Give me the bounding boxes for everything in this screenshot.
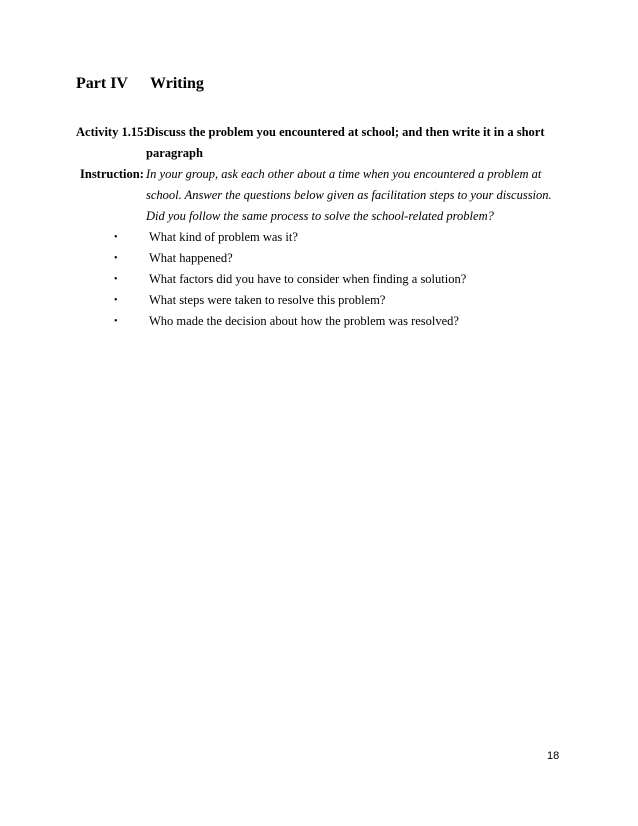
activity-label: Activity 1.15: [76,125,148,139]
part-label: Part IV [76,75,128,92]
page-number: 18 [547,750,560,762]
section-title: Writing [150,75,204,92]
question-text: What happened? [149,251,233,265]
instruction-line-3: Did you follow the same process to solve the school-related problem? [146,209,494,223]
question-text: Who made the decision about how the problem was resolved? [149,314,459,328]
bullet-icon: • [114,295,118,306]
bullet-icon: • [114,316,118,327]
question-text: What steps were taken to resolve this problem? [149,293,386,307]
instruction-line-2: school. Answer the questions below given as facilitation steps to your discussion. [146,188,552,202]
page-title [76,74,204,94]
instruction-label: Instruction: [80,167,144,181]
question-text: What factors did you have to consider when finding a solution? [149,272,467,286]
activity-text-line-2: paragraph [146,146,203,160]
bullet-icon: • [114,274,118,285]
instruction-line-1: In your group, ask each other about a time when you encountered a problem at [146,167,542,181]
bullet-icon: • [114,232,118,243]
activity-text-line-1: Discuss the problem you encountered at school; and then write it in a short [146,125,545,139]
question-text: What kind of problem was it? [149,230,298,244]
bullet-icon: • [114,253,118,264]
